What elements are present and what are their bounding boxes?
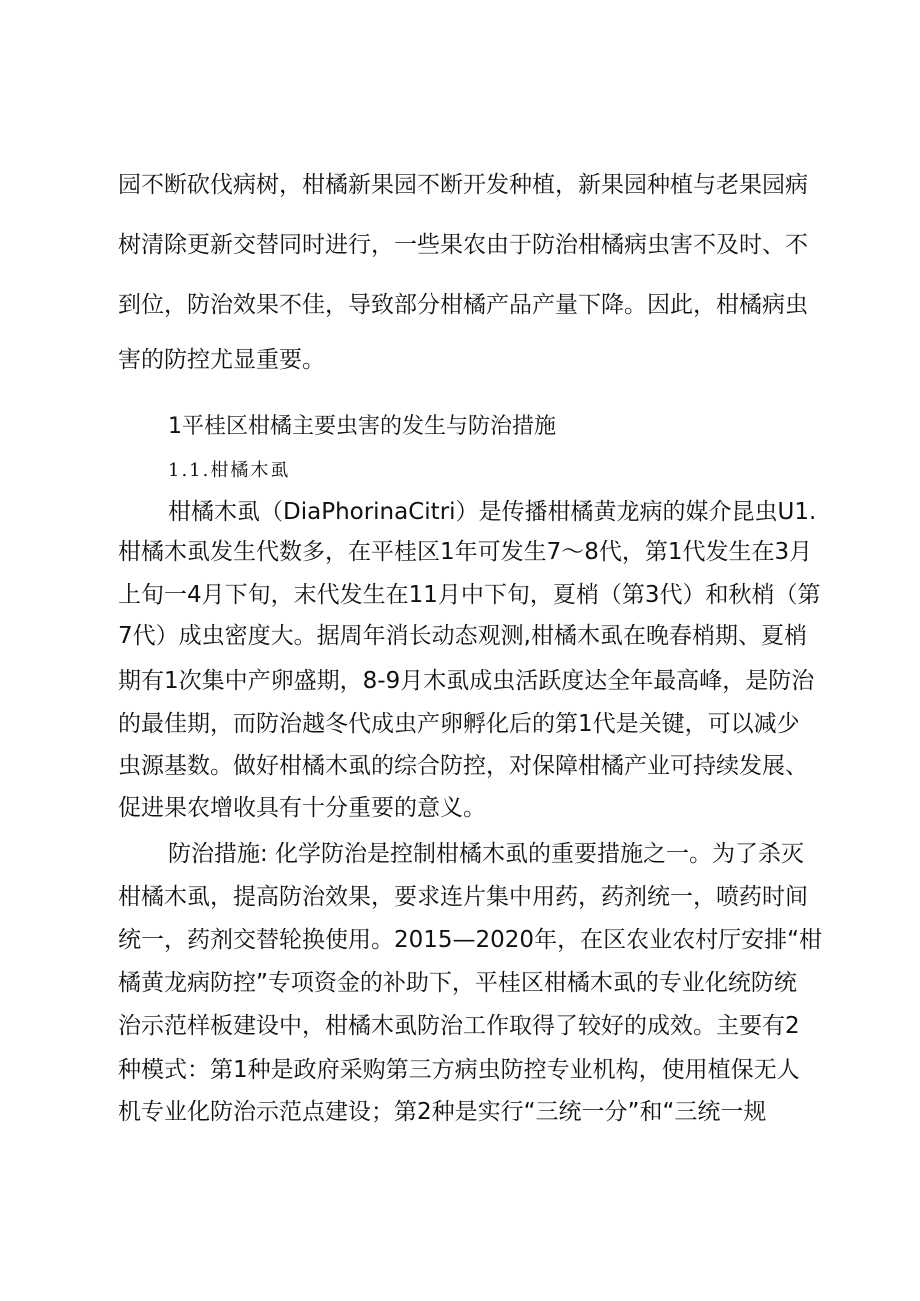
- paragraph1-line-5: 期有1次集中产卵盛期，8-9月木虱成虫活跃度达全年最高峰，是防治: [118, 668, 815, 694]
- paragraph2-line-4: 橘黄龙病防控”专项资金的补助下，平桂区柑橘木虱的专业化统防统: [118, 970, 797, 996]
- intro-line-4: 害的防控尤显重要。: [118, 347, 325, 373]
- paragraph1-line-2: 柑橘木虱发生代数多，在平桂区1年可发生7～8代，第1代发生在3月: [118, 539, 813, 565]
- paragraph2-line-3: 统一，药剂交替轮换使用。2015—2020年，在区农业农村厅安排“柑: [118, 927, 822, 953]
- paragraph2-line-5: 治示范样板建设中，柑橘木虱防治工作取得了较好的成效。主要有2: [118, 1013, 800, 1039]
- paragraph1-line-6: 的最佳期，而防治越冬代成虫产卵孵化后的第1代是关键，可以减少: [118, 711, 800, 737]
- paragraph1-line-7: 虫源基数。做好柑橘木虱的综合防控，对保障柑橘产业可持续发展、: [118, 753, 808, 779]
- paragraph1-line-3: 上旬一4月下旬，末代发生在11月中下旬，夏梢（第3代）和秋梢（第: [118, 582, 821, 608]
- intro-line-2: 树清除更新交替同时进行，一些果农由于防治柑橘病虫害不及时、不: [118, 232, 808, 258]
- paragraph1-line-1: 柑橘木虱（DiaPhorinaCitri）是传播柑橘黄龙病的媒介昆虫U1.: [168, 499, 817, 525]
- paragraph1-line-4: 7代）成虫密度大。据周年消长动态观测,柑橘木虱在晚春梢期、夏梢: [118, 623, 807, 649]
- subsection-heading: 1.1.柑橘木虱: [168, 460, 291, 481]
- section-heading: 1平桂区柑橘主要虫害的发生与防治措施: [168, 414, 556, 439]
- paragraph2-line-6: 种模式：第1种是政府采购第三方病虫防控专业机构，使用植保无人: [118, 1057, 800, 1083]
- intro-line-1: 园不断砍伐病树，柑橘新果园不断开发种植，新果园种植与老果园病: [118, 172, 808, 198]
- paragraph2-line-7: 机专业化防治示范点建设；第2种是实行“三统一分”和“三统一规: [118, 1099, 767, 1125]
- intro-line-3: 到位，防治效果不佳，导致部分柑橘产品产量下降。因此，柑橘病虫: [118, 292, 808, 318]
- paragraph1-line-8: 促进果农增收具有十分重要的意义。: [118, 795, 486, 821]
- paragraph2-line-2: 柑橘木虱，提高防治效果，要求连片集中用药，药剂统一，喷药时间: [118, 884, 808, 910]
- paragraph2-line-1: 防治措施: 化学防治是控制柑橘木虱的重要措施之一。为了杀灭: [168, 841, 805, 867]
